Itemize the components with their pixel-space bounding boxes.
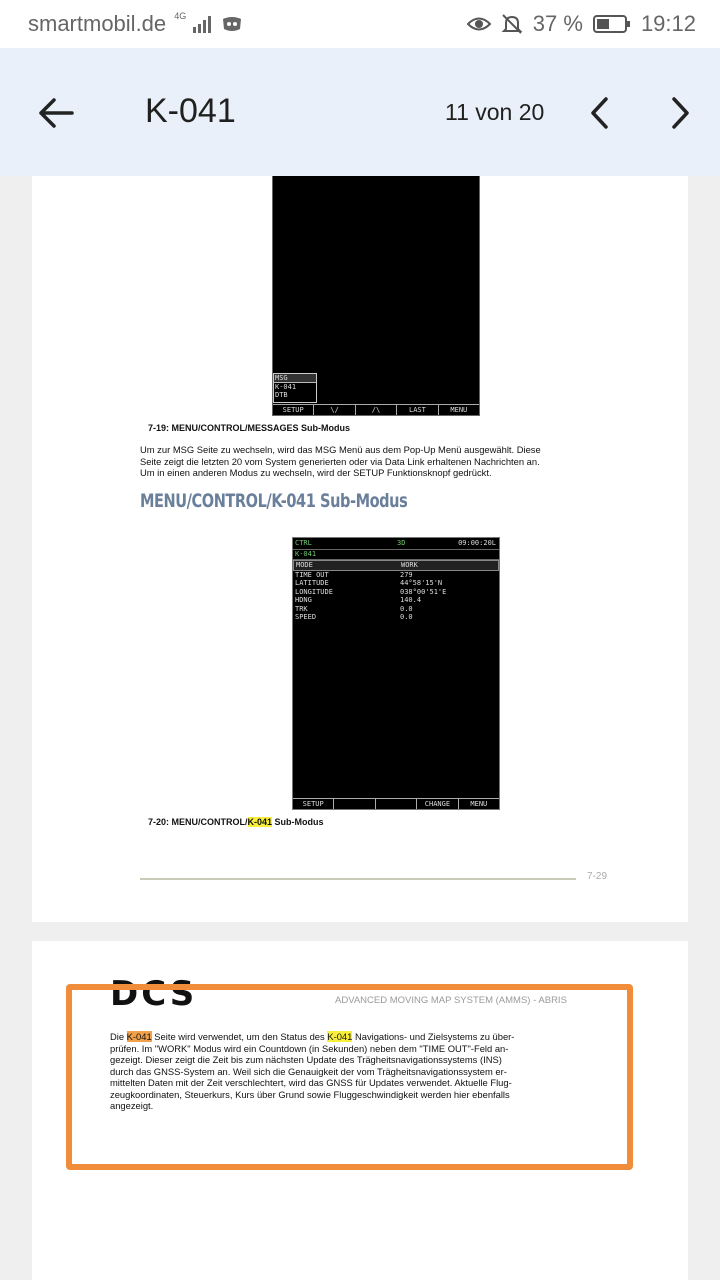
softkey	[334, 799, 375, 809]
mfd-time: 09:00:20L	[458, 539, 496, 547]
mfd-mode: CTRL	[295, 539, 312, 547]
back-button[interactable]	[36, 96, 76, 130]
mfd-value: WORK	[401, 561, 418, 569]
status-left	[28, 11, 243, 37]
text-line: angezeigt.	[110, 1100, 154, 1111]
previous-result-button[interactable]	[586, 96, 614, 130]
search-hit[interactable]: K-041	[327, 1031, 353, 1042]
mfd-gps: 3D	[397, 539, 406, 547]
text-line: zeugkoordinaten, Steuerkurs, Kurs über Grund sowie Fluggeschwindigkeit werden hier ebenfalls	[110, 1088, 510, 1100]
signal-icon	[192, 15, 214, 33]
chevron-right-icon	[666, 96, 694, 130]
softkey-bar	[273, 404, 479, 415]
app-toolbar	[0, 48, 720, 176]
arrow-left-icon	[36, 96, 76, 130]
softkey	[376, 799, 417, 809]
page-number: 7-29	[587, 871, 608, 882]
chevron-left-icon	[586, 96, 614, 130]
mfd-key: MODE	[296, 561, 313, 569]
mfd-row	[293, 560, 499, 571]
app-icon	[221, 15, 243, 33]
mfd-key: LONGITUDE	[295, 587, 333, 596]
softkey-bar	[293, 798, 499, 809]
mfd-row	[293, 613, 499, 622]
page-counter: 11 von 20	[445, 99, 545, 125]
mfd-value: 279	[400, 570, 413, 579]
text-span: Navigations- und Zielsystems zu über-	[352, 1031, 515, 1042]
mfd-value: 0.0	[400, 613, 413, 621]
mfd-value: 44°58'15'N	[400, 579, 443, 587]
softkey: /\	[356, 405, 397, 415]
softkey: SETUP	[273, 405, 314, 415]
mfd-screenshot-k041	[292, 537, 500, 810]
status-right	[467, 11, 696, 37]
mfd-value: 0.0	[400, 604, 413, 613]
mfd-key: TRK	[295, 604, 308, 613]
mfd-key: TIME OUT	[295, 570, 329, 579]
text-span: Die	[110, 1031, 127, 1042]
figure-caption	[148, 817, 324, 827]
softkey: SETUP	[293, 799, 334, 809]
text-line: Um zur MSG Seite zu wechseln, wird das MSG Menü aus dem Pop-Up Menü ausgewählt. Diese	[140, 444, 541, 455]
popup-item: MSG	[274, 374, 316, 383]
mfd-header	[293, 538, 499, 550]
paragraph	[140, 444, 620, 479]
carrier-name: smartmobil.de	[28, 11, 167, 36]
document-title: K-041	[145, 92, 236, 130]
popup-item: K-041	[275, 383, 297, 391]
mfd-subtitle: K-041	[293, 550, 499, 560]
battery-percent: 37 %	[532, 11, 583, 36]
running-header: ADVANCED MOVING MAP SYSTEM (AMMS) - ABRIS	[335, 995, 567, 1006]
text-line: mittelten Daten mit der Zeit verschlechtert, wird das GNSS für Updates verwendet. Aktuelle Flug-	[110, 1077, 512, 1088]
caption-text: Sub-Modus	[272, 817, 324, 827]
mfd-row	[293, 605, 499, 614]
mfd-row	[293, 579, 499, 588]
document-page-1[interactable]	[32, 176, 688, 922]
mfd-key: SPEED	[295, 613, 317, 621]
clock: 19:12	[640, 11, 696, 36]
section-heading: MENU/CONTROL/K-041 Sub-Modus	[140, 490, 408, 512]
next-result-button[interactable]	[666, 96, 694, 130]
mfd-value: 140.4	[400, 596, 422, 604]
mfd-value: 038°00'51'E	[400, 587, 447, 596]
text-line: Um in einen anderen Modus zu wechseln, wird der SETUP Funktionsknopf gedrückt.	[140, 467, 492, 478]
softkey: CHANGE	[417, 799, 458, 809]
mfd-row	[293, 588, 499, 597]
mfd-key: HDNG	[295, 596, 312, 604]
text-line: durch das GNSS-System an. Weil sich die Genauigkeit der vom Trägheitsnavigationssystem er-	[110, 1065, 507, 1077]
search-hit[interactable]: K-041	[247, 817, 273, 827]
mfd-row	[293, 571, 499, 580]
softkey: MENU	[450, 406, 468, 414]
figure-caption: 7-19: MENU/CONTROL/MESSAGES Sub-Modus	[148, 423, 351, 433]
page-footer-rule	[140, 878, 576, 880]
status-bar	[0, 0, 720, 48]
caption-text: 7-20: MENU/CONTROL/	[148, 817, 248, 827]
network-type: 4G	[174, 11, 187, 21]
softkey: MENU	[470, 800, 488, 808]
eye-icon	[467, 15, 491, 33]
softkey: \/	[314, 405, 355, 415]
popup-item: DTB	[275, 391, 288, 399]
mfd-screenshot-messages	[272, 176, 480, 416]
battery-icon	[593, 14, 631, 34]
mfd-key: LATITUDE	[295, 579, 329, 587]
mute-icon	[501, 13, 523, 35]
text-line: gezeigt. Dieser zeigt die Zeit bis zum nächsten Update des Trägheitsnavigationssystems (INS)	[110, 1054, 502, 1065]
softkey: LAST	[397, 405, 438, 415]
text-line: Seite zeigt die letzten 20 vom System generierten oder via Data Link erhaltenen Nachrichten an.	[140, 455, 540, 467]
mfd-row	[293, 596, 499, 605]
search-hit-current[interactable]: K-041	[126, 1031, 152, 1042]
text-line: prüfen. Im "WORK" Modus wird ein Countdown (in Sekunden) neben dem "TIME OUT"-Feld an-	[110, 1042, 509, 1054]
text-span: Seite wird verwendet, um den Status des	[151, 1031, 328, 1042]
dcs-logo: DCS	[110, 977, 198, 1009]
popup-menu	[273, 373, 317, 403]
annotation-highlight-box	[66, 984, 633, 1170]
